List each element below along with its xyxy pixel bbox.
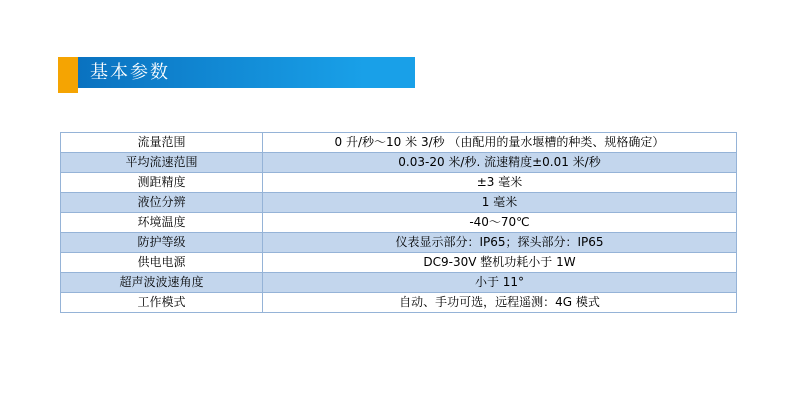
section-header: [58, 57, 418, 94]
table-row: [61, 233, 737, 253]
param-value: -40～70℃: [263, 213, 737, 233]
parameters-table-body: [61, 133, 737, 313]
table-row: [61, 133, 737, 153]
table-row: [61, 173, 737, 193]
table-row: [61, 293, 737, 313]
param-label: 测距精度: [61, 173, 263, 193]
param-value: DC9-30V 整机功耗小于 1W: [263, 253, 737, 273]
header-bar: [78, 57, 415, 88]
table-row: [61, 153, 737, 173]
param-value: 0.03-20 米/秒. 流速精度±0.01 米/秒: [263, 153, 737, 173]
param-value: 1 毫米: [263, 193, 737, 213]
param-value: ±3 毫米: [263, 173, 737, 193]
param-label: 防护等级: [61, 233, 263, 253]
section-title: 基本参数: [90, 61, 170, 83]
param-label: 液位分辨: [61, 193, 263, 213]
param-label: 供电电源: [61, 253, 263, 273]
param-value: 小于 11°: [263, 273, 737, 293]
param-label: 流量范围: [61, 133, 263, 153]
param-label: 工作模式: [61, 293, 263, 313]
parameters-table: [60, 132, 737, 313]
param-label: 平均流速范围: [61, 153, 263, 173]
table-row: [61, 253, 737, 273]
orange-accent-square: [58, 57, 78, 93]
table-row: [61, 273, 737, 293]
table-row: [61, 213, 737, 233]
param-label: 环境温度: [61, 213, 263, 233]
param-value: 仪表显示部分：IP65；探头部分：IP65: [263, 233, 737, 253]
table-row: [61, 193, 737, 213]
param-value: 0 升/秒～10 米 3/秒 （由配用的量水堰槽的种类、规格确定）: [263, 133, 737, 153]
param-label: 超声波波速角度: [61, 273, 263, 293]
param-value: 自动、手功可选，远程遥测：4G 模式: [263, 293, 737, 313]
